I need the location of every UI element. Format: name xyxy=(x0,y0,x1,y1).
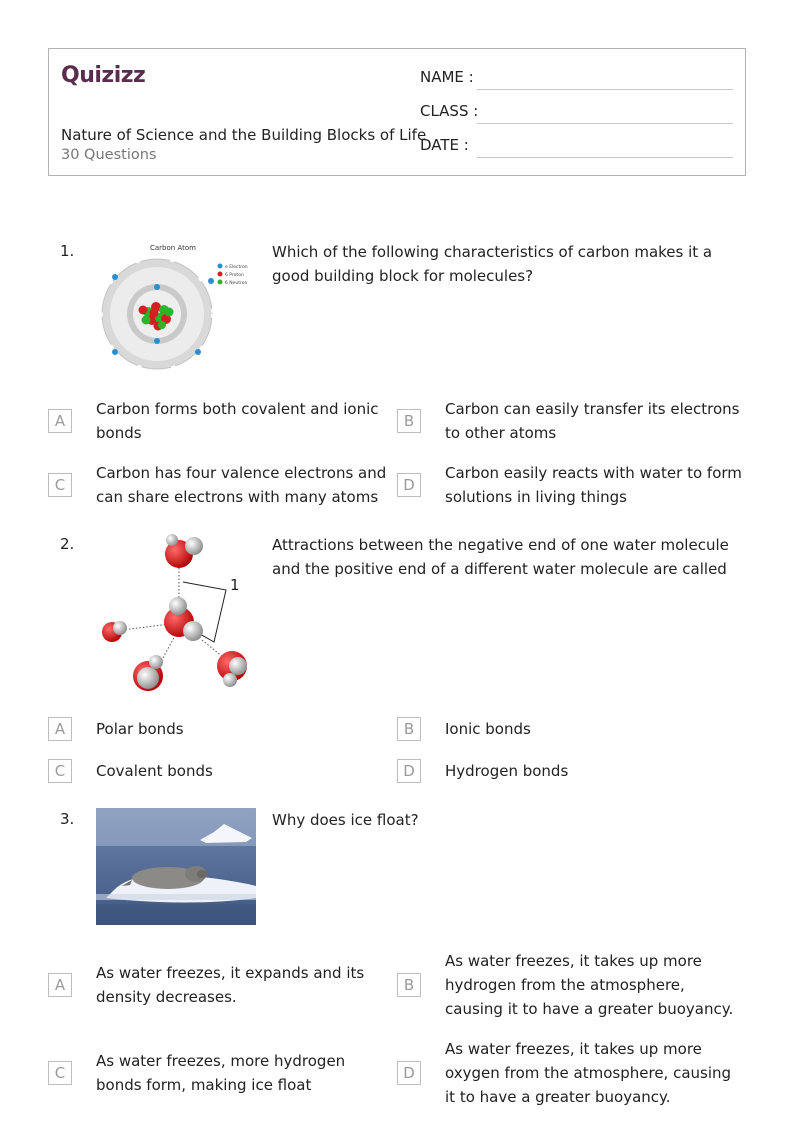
worksheet-title: Nature of Science and the Building Blocks of Life xyxy=(61,126,427,144)
date-line[interactable] xyxy=(477,157,733,158)
option-d-letter[interactable]: D xyxy=(397,473,421,497)
option-a-letter[interactable]: A xyxy=(48,973,72,997)
option-a-letter[interactable]: A xyxy=(48,717,72,741)
legend-electron: e Electron xyxy=(225,265,248,270)
legend-proton: 6 Proton xyxy=(225,273,244,278)
question-number: 3. xyxy=(60,810,75,828)
option-c-text[interactable]: Carbon has four valence electrons and can share electrons with many atoms xyxy=(96,464,387,506)
question-text: Attractions between the negative end of one water molecule and the positive end of a different water molecule are called xyxy=(272,536,729,578)
seal-on-ice-image xyxy=(96,808,256,925)
option-d-letter[interactable]: D xyxy=(397,1061,421,1085)
option-a-letter[interactable]: A xyxy=(48,409,72,433)
option-b-letter[interactable]: B xyxy=(397,973,421,997)
question-number: 1. xyxy=(60,242,75,260)
question-text: Why does ice float? xyxy=(272,811,419,829)
option-b-text[interactable]: Ionic bonds xyxy=(445,720,531,738)
option-c-text[interactable]: As water freezes, more hydrogen bonds form, making ice float xyxy=(96,1052,346,1094)
option-d-text[interactable]: Carbon easily reacts with water to form solutions in living things xyxy=(445,464,742,506)
option-a-text[interactable]: As water freezes, it expands and its density decreases. xyxy=(96,964,365,1006)
option-d-text[interactable]: Hydrogen bonds xyxy=(445,762,569,780)
quizizz-logo xyxy=(61,59,153,89)
option-a-text[interactable]: Carbon forms both covalent and ionic bonds xyxy=(96,400,379,442)
option-d-letter[interactable]: D xyxy=(397,759,421,783)
question-number: 2. xyxy=(60,535,75,553)
bond-marker: 1 xyxy=(230,576,240,594)
logo-text: Quizizz xyxy=(61,63,146,88)
option-b-letter[interactable]: B xyxy=(397,409,421,433)
question-count: 30 Questions xyxy=(61,147,157,163)
class-line[interactable] xyxy=(477,123,733,124)
option-d-text[interactable]: As water freezes, it takes up more oxygen from the atmosphere, causing it to have a greater buoyancy. xyxy=(445,1040,732,1106)
option-b-text[interactable]: Carbon can easily transfer its electrons to other atoms xyxy=(445,400,740,442)
option-b-text[interactable]: As water freezes, it takes up more hydrogen from the atmosphere, causing it to have a greater buoyancy. xyxy=(445,952,734,1018)
option-b-letter[interactable]: B xyxy=(397,717,421,741)
option-c-letter[interactable]: C xyxy=(48,1061,72,1085)
worksheet-header xyxy=(48,48,746,176)
date-label: DATE : xyxy=(420,136,469,154)
question-text: Which of the following characteristics of carbon makes it a good building block for molecules? xyxy=(272,243,713,285)
option-a-text[interactable]: Polar bonds xyxy=(96,720,184,738)
name-label: NAME : xyxy=(420,68,474,86)
option-c-text[interactable]: Covalent bonds xyxy=(96,762,213,780)
name-line[interactable] xyxy=(477,89,733,90)
water-molecules-image xyxy=(96,530,256,696)
option-c-letter[interactable]: C xyxy=(48,759,72,783)
legend-neutron: 6 Neutron xyxy=(225,281,248,286)
carbon-atom-title: Carbon Atom xyxy=(150,244,196,252)
option-c-letter[interactable]: C xyxy=(48,473,72,497)
carbon-atom-image xyxy=(96,240,256,374)
class-label: CLASS : xyxy=(420,102,479,120)
